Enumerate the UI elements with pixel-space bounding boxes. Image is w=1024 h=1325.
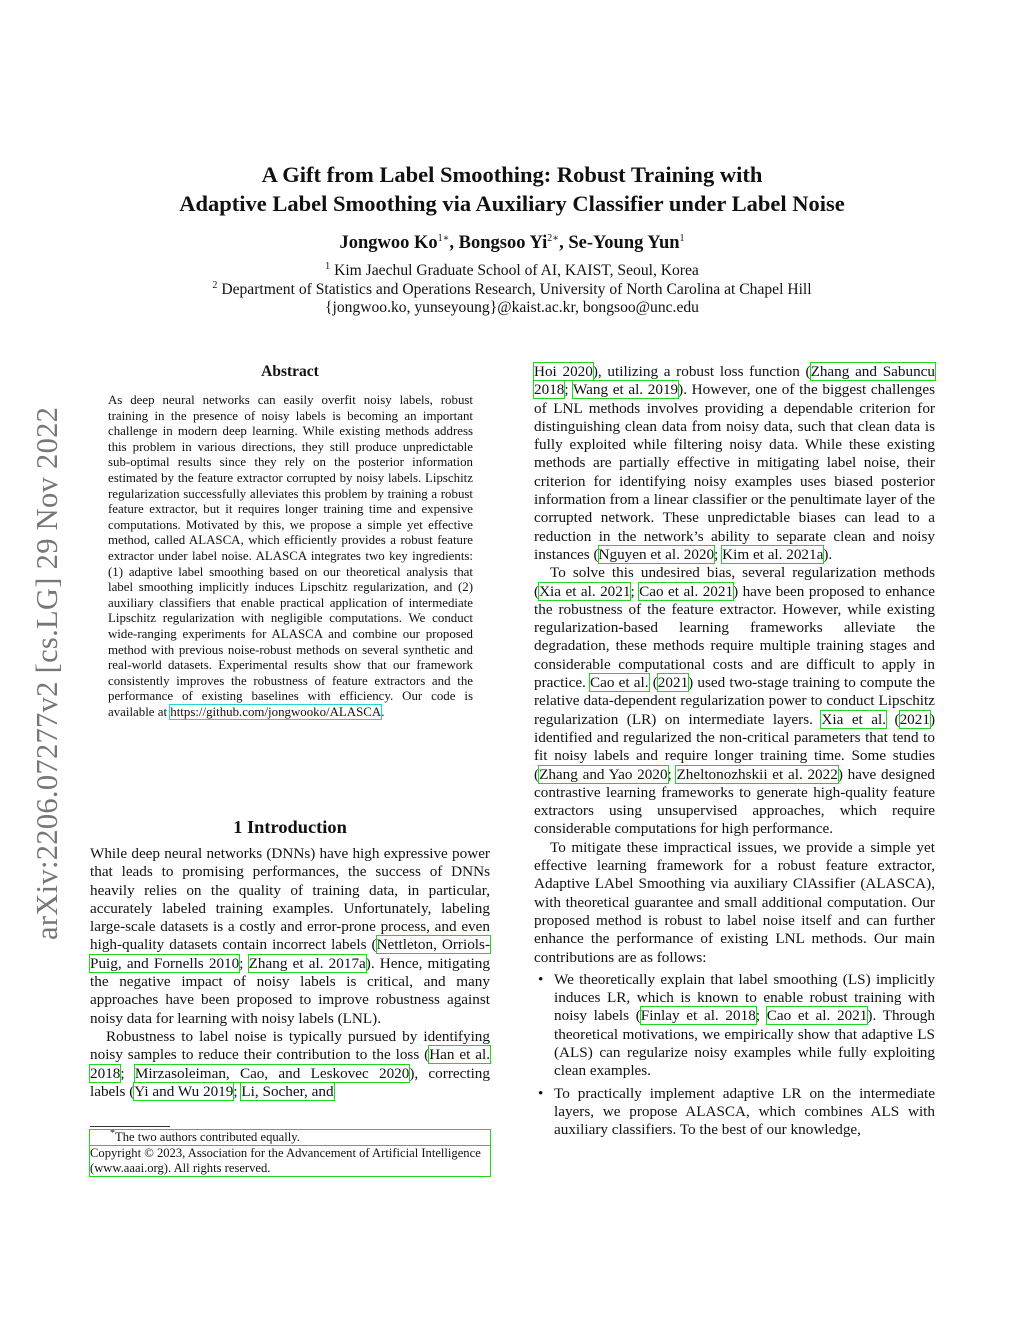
citation-link[interactable]: Zheltonozhskii et al. 2022 xyxy=(676,765,838,783)
abstract-end: . xyxy=(381,704,385,719)
author-3-sup: 1 xyxy=(679,232,685,244)
right-paragraph-2: To solve this undesired bias, several regularization methods (Xia et al. 2021; Cao et al. 2021) have been proposed to enhance the robustness of the feature extractor. However, while existing regularization-based learning frameworks alleviate the degradation, these methods require multiple training stages and considerable computational costs and are difficult to apply in practice. Cao et al. (2021) used two-stage training to compute the relative data-dependent regularization power to conduct Lipschitz regularization (LR) on intermediate layers. Xia et al. (2021) identified and regularized the non-critical parameters that tend to fit noisy labels and require longer training time. Some studies (Zhang and Yao 2020; Zheltonozhskii et al. 2022) have designed contrastive learning frameworks to generate high-quality feature extractors using unsupervised approaches, which require considerable computations for high performance. xyxy=(534,564,936,838)
intro-p1-text-a: While deep neural networks (DNNs) have high expressive power that leads to promising performances, the success of DNNs heavily relies on the quality of training data, in particular, accurately labeled training examples. Unfortunately, labeling large-scale datasets is a costly and error-prone process, and even high-quality datasets contain incorrect labels ( xyxy=(90,845,490,954)
citation-link[interactable]: 2021 xyxy=(657,674,689,692)
right-p2-text-d: ) identified and regularized the non-critical parameters that tend to fit noisy labels and require longer training time. Some studies ( xyxy=(534,710,935,783)
citation-link[interactable]: Nettleton, Orriols-Puig, and Fornells 2010 xyxy=(90,936,490,972)
intro-paragraph-1 xyxy=(90,845,490,1028)
citation-link[interactable]: Cao et al. xyxy=(590,674,649,692)
citation-sep: ; xyxy=(233,1082,242,1100)
citation-link[interactable]: Li, Socher, and xyxy=(241,1082,334,1100)
introduction-right-column xyxy=(534,363,935,1143)
citation-link[interactable]: Xia et al. 2021 xyxy=(539,582,631,600)
affiliation-1-num: 1 xyxy=(325,260,331,272)
citation-link[interactable]: Hoi 2020 xyxy=(534,363,593,380)
citation-sep: ; xyxy=(630,582,640,600)
affiliations xyxy=(0,262,1024,318)
right-p1-end: ). xyxy=(823,545,833,563)
citation-link[interactable]: Cao et al. 2021 xyxy=(766,1007,868,1025)
citation-sep: ; xyxy=(239,954,249,972)
section-heading-introduction: 1 Introduction xyxy=(233,817,347,837)
intro-p2-text-a: Robustness to label noise is typically pursued by identifying noisy samples to reduce their contribution to the loss ( xyxy=(90,1027,490,1064)
citation-link[interactable]: Zhang and Yao 2020 xyxy=(539,765,668,783)
bullet-1-text-b: ). Through theoretical motivations, we empirically show that adaptive LS (ALS) can regularize noisy examples while fully exploiting clean examples. xyxy=(554,1007,935,1080)
affiliation-2-text: Department of Statistics and Operations Research, University of North Carolina at Chapel Hill xyxy=(221,280,812,298)
right-p2-text-c: ) used two-stage training to compute the relative data-dependent regularization power to conduct Lipschitz regularization (LR) on intermediate layers. xyxy=(534,674,936,728)
citation-link[interactable]: Yi and Wu 2019 xyxy=(134,1082,234,1100)
author-2-sup: 2∗ xyxy=(547,232,560,244)
right-paragraph-3: To mitigate these impractical issues, we provide a simple yet effective learning framework for a robust feature extractor, Adaptive LAbel Smoothing via auxiliary ClAssifier (ALASCA), with theoretical guarantee and small additional computation. Our proposed method is robust to label noise itself and can further enhance the performance of existing LNL methods. Our main contributions are as follows: xyxy=(534,838,935,966)
footnote-1-text: The two authors contributed equally. xyxy=(115,1130,300,1144)
citation-link[interactable]: Finlay et al. 2018 xyxy=(640,1007,756,1025)
affiliation-2-num: 2 xyxy=(212,279,218,291)
abstract-text: As deep neural networks can easily overfit noisy labels, robust training in the presence of noisy labels is becoming an important challenge in modern deep learning. While existing methods address this problem in various directions, they still produce unpredictable sub-optimal results since they rely on the posterior information estimated by the feature extractor corrupted by noisy labels. Lipschitz regularization successfully alleviates this problem by training a robust feature extractor, but it requires longer training time and expensive computations. Motivated by this, we propose a simple yet effective method, called ALASCA, which efficiently provides a robust feature extractor under label noise. ALASCA integrates two key ingredients: (1) adaptive label smoothing based on our theoretical analysis that label smoothing implicitly induces Lipschitz regularization, and (2) auxiliary classifiers that enable practical application of intermediate Lipschitz regularization with negligible computations. We conduct wide-ranging experiments for ALASCA and combine our proposed method with previous noise-robust methods on several synthetic and real-world datasets. Experimental results show that our framework consistently improves the robustness of feature extractors and the performance of existing baselines with efficiency. Our code is available at xyxy=(108,393,473,719)
affiliation-1-text: Kim Jaechul Graduate School of AI, KAIST, Seoul, Korea xyxy=(334,262,699,279)
citation-link[interactable]: Kim et al. 2021a xyxy=(722,545,824,563)
citation-link[interactable]: Zhang and Sabuncu 2018 xyxy=(534,363,935,399)
footnote-divider xyxy=(90,1126,170,1127)
footnotes xyxy=(90,1127,490,1176)
code-link[interactable]: https://github.com/jongwooko/ALASCA xyxy=(170,704,382,719)
paper-title xyxy=(0,160,1024,218)
footnote-equal-contribution[interactable] xyxy=(90,1127,490,1145)
affiliation-1 xyxy=(0,262,1024,281)
citation-link[interactable]: Han et al. 2018 xyxy=(90,1046,490,1082)
author-1-sup: 1∗ xyxy=(437,232,450,244)
abstract-heading: Abstract xyxy=(261,363,319,380)
bullet-1-text-a: We theoretically explain that label smoothing (LS) implicitly induces LR, which is known to enable robust training with noisy labels ( xyxy=(554,970,935,1025)
right-paragraph-1 xyxy=(534,363,935,564)
author-emails: {jongwoo.ko, yunseyoung}@kaist.ac.kr, bongsoo@unc.edu xyxy=(325,299,699,316)
author-2: Bongsoo Yi xyxy=(458,233,548,253)
author-list: Jongwoo $Ko^{1∗}$, Bongsoo $Yi^{2∗}$, Se-Young Yun$^1$ xyxy=(339,232,685,253)
footnote-mark: * xyxy=(110,1127,115,1139)
right-p1-text-b: ). However, one of the biggest challenges of LNL methods involves providing a dependable criterion for distinguishing clean data from noisy data, such that clean data is fully exploited while filtering noisy data. While these existing methods are partially effective in mitigating label noise, their criterion for identifying noisy examples uses biased posterior information from a linear classifier or the penultimate layer of the corrupted network. These unpredictable biases can lead to a reduction in the network’s ability to separate clean and noisy instances ( xyxy=(534,381,935,563)
citation-sep: ; xyxy=(120,1064,135,1082)
citation-link[interactable]: Cao et al. 2021 xyxy=(639,582,734,600)
list-item: • To practically implement adaptive LR on the intermediate layers, we propose ALASCA, which combines ALS with auxiliary classifiers. To the best of our knowledge, xyxy=(554,1085,935,1140)
title-line-1: A Gift from Label Smoothing: Robust Training with xyxy=(261,162,763,187)
right-p2-text-b: ) have been proposed to enhance the robustness of the feature extractor. However, while existing regularization-based learning frameworks alleviate the degradation, these methods require multiple training stages and considerable computational costs and are difficult to apply in practice. xyxy=(534,582,935,692)
contributions-list xyxy=(534,971,935,1140)
right-p2-text-a: To solve this undesired bias, several regularization methods ( xyxy=(534,564,935,600)
title-line-2: Adaptive Label Smoothing via Auxiliary Classifier under Label Noise xyxy=(179,191,845,216)
citation-sep: ; xyxy=(667,765,677,783)
footnote-copyright[interactable]: Copyright © 2023, Association for the Advancement of Artificial Intelligence (www.aaai.org). All rights reserved. xyxy=(90,1146,490,1176)
citation-link[interactable]: Zhang et al. 2017a xyxy=(248,954,366,972)
citation-sep: ; xyxy=(564,381,573,399)
citation-link[interactable]: Nguyen et al. 2020 xyxy=(598,545,715,563)
citation-link[interactable]: Xia et al. xyxy=(821,710,887,728)
intro-p2-text-b: ), correcting labels ( xyxy=(90,1064,490,1100)
affiliation-2 xyxy=(0,281,1024,300)
introduction-left-column xyxy=(90,845,490,1101)
abstract-body xyxy=(108,393,473,720)
arxiv-stamp: arXiv:2206.07277v2 [cs.LG] 29 Nov 2022 xyxy=(30,406,64,940)
right-p1-text-a: ), utilizing a robust loss function ( xyxy=(592,363,811,380)
author-3: Se-Young Yun xyxy=(568,233,680,253)
citation-sep: ; xyxy=(714,545,723,563)
author-1: Jongwoo Ko xyxy=(339,233,438,253)
citation-link[interactable]: 2021 xyxy=(899,710,930,728)
right-p2-text-e: ) have designed contrastive learning frameworks to generate high-quality feature extractors using unsupervised approaches, which require considerable computations for high performance. xyxy=(534,765,935,838)
citation-link[interactable]: Wang et al. 2019 xyxy=(573,381,679,399)
list-item xyxy=(554,971,935,1081)
intro-p1-text-b: ). Hence, mitigating the negative impact of noisy labels is critical, and many approaches have been proposed to improve robustness against noisy data for learning with noisy labels (LNL). xyxy=(90,954,490,1027)
citation-link[interactable]: Mirzasoleiman, Cao, and Leskovec 2020 xyxy=(134,1064,410,1082)
intro-paragraph-2 xyxy=(90,1028,490,1101)
citation-sep: ; xyxy=(755,1007,767,1025)
